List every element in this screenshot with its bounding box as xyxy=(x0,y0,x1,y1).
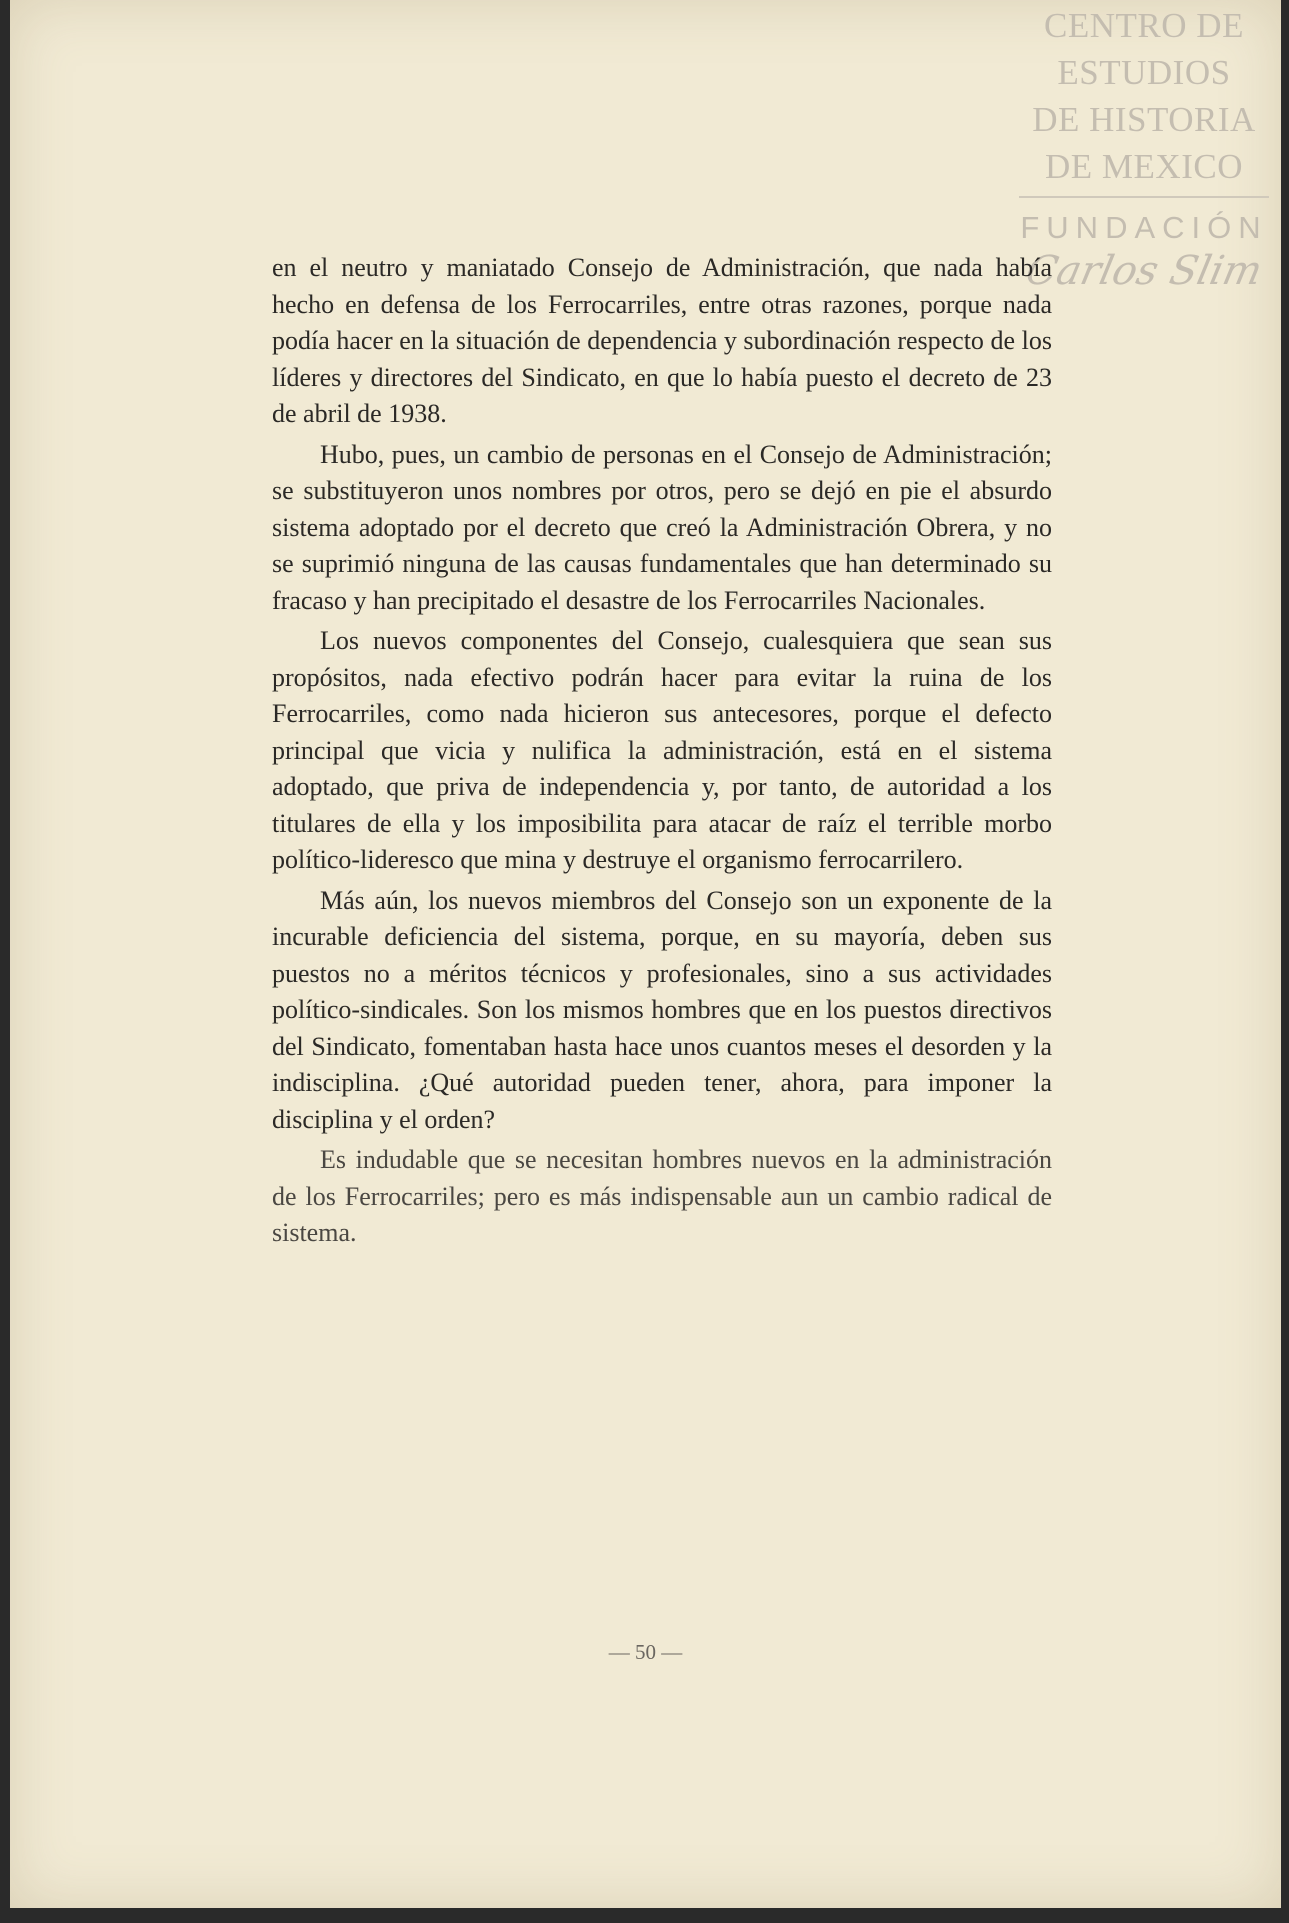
watermark-stamp xyxy=(1019,2,1269,294)
watermark-signature: Carlos Slim xyxy=(1021,248,1267,294)
paragraph: Es indudable que se necesitan hombres nuevos en la administración de los Ferrocarriles; pero es más indispensable aun un cambio radical de sistema. xyxy=(272,1145,1052,1247)
book-page xyxy=(10,0,1281,1908)
watermark-line: DE MEXICO xyxy=(1045,147,1243,186)
body-text xyxy=(272,250,1052,1256)
page-number: — 50 — xyxy=(608,1640,683,1664)
watermark-foundation: FUNDACIÓN xyxy=(1020,210,1268,245)
watermark-line: CENTRO DE xyxy=(1044,6,1244,45)
paragraph: Más aún, los nuevos miembros del Consejo son un exponente de la incurable deficiencia del sistema, porque, en su mayoría, deben sus puestos no a méritos técnicos y profesionales, sino a sus actividades político-sindicales. Son los mismos hombres que en los puestos directivos del Sindicato, fomentaban hasta hace unos cuantos meses el desorden y la indisciplina. ¿Qué autoridad pueden tener, ahora, para imponer la disciplina y el orden? xyxy=(272,885,1052,1134)
watermark-divider xyxy=(1019,196,1269,198)
paragraph: en el neutro y maniatado Consejo de Administración, que nada había hecho en defensa de los Ferrocarriles, entre otras razones, porque nada podía hacer en la situación de dependencia y subordinación respecto de los líderes y directores del Sindicato, en que lo había puesto el decreto de 23 de abril de 1938. xyxy=(272,253,1052,428)
watermark-line: DE HISTORIA xyxy=(1032,100,1256,139)
paragraph: Hubo, pues, un cambio de personas en el Consejo de Administración; se substituyeron unos nombres por otros, pero se dejó en pie el absurdo sistema adoptado por el decreto que creó la Administración Obrera, y no se suprimió ninguna de las causas fundamentales que han determinado su fracaso y han precipitado el desastre de los Ferrocarriles Nacionales. xyxy=(272,439,1052,615)
watermark-line: ESTUDIOS xyxy=(1057,53,1231,92)
paragraph: Los nuevos componentes del Consejo, cualesquiera que sean sus propósitos, nada efectivo podrán hacer para evitar la ruina de los Ferrocarriles, como nada hicieron sus antecesores, porque el defecto principal que vicia y nulifica la administración, está en el sistema adoptado, que priva de independencia y, por tanto, de autoridad a los titulares de ella y los imposibilita para atacar de raíz el terrible morbo político-lideresco que mina y destruye el organismo ferrocarrilero. xyxy=(272,626,1052,874)
